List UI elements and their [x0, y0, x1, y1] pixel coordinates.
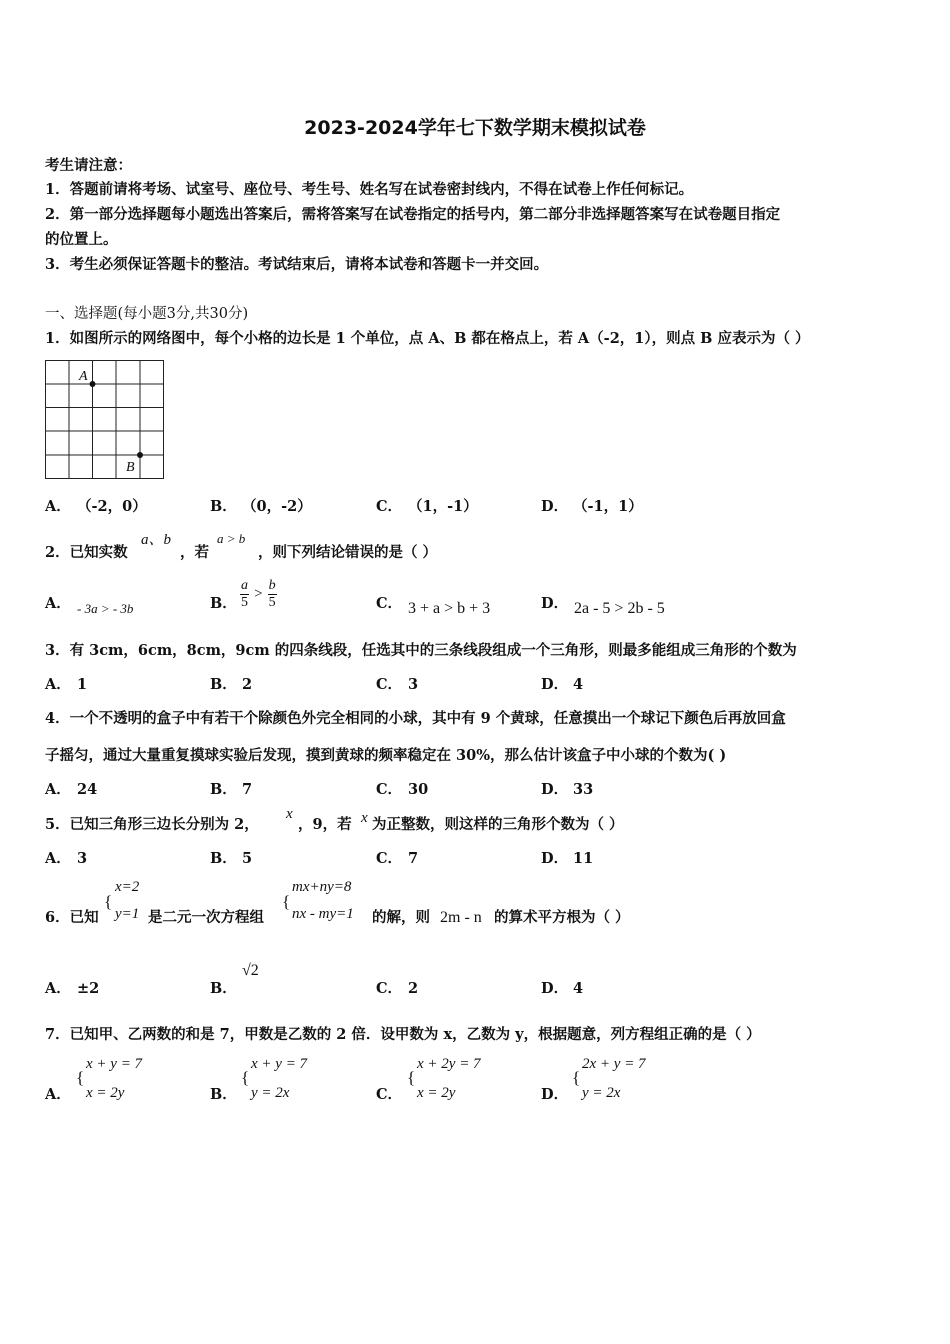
question-5-mid: ，9，若: [298, 816, 352, 833]
question-6-mid: 是二元一次方程组: [148, 909, 264, 926]
page-title: 2023-2024学年七下数学期末模拟试卷: [304, 117, 646, 139]
q7-option-c-eq1: x + 2y = 7: [417, 1056, 481, 1072]
question-4-line-2: 子摇匀，通过大量重复摸球实验后发现，摸到黄球的频率稳定在 30%，那么估计该盒子中小球的个数为( ): [45, 747, 727, 764]
brace-icon: {: [241, 1068, 250, 1087]
notice-heading: 考生请注意：: [45, 157, 132, 174]
q7-option-a-label[interactable]: A．: [45, 1086, 71, 1103]
grid-border: [46, 361, 164, 479]
q2-option-b-label[interactable]: B．: [210, 595, 237, 612]
question-1-grid-figure: [45, 360, 165, 480]
q6-option-c[interactable]: C． 2: [376, 980, 419, 997]
question-6-expression: 2m - n: [440, 909, 482, 926]
brace-icon: {: [572, 1068, 581, 1087]
question-5-var-x-2: x: [361, 810, 368, 826]
q4-option-d[interactable]: D． 33: [541, 781, 594, 798]
q2-option-a-expr: - 3a > - 3b: [77, 601, 134, 616]
question-2-prefix: 2．已知实数: [45, 544, 128, 561]
question-2-condition: a > b: [217, 531, 246, 546]
q7-option-a-eq2: x = 2y: [86, 1085, 125, 1101]
fraction-a-over-5: $\frac{a}{5}$: [241, 578, 248, 610]
q7-option-b-label[interactable]: B．: [210, 1086, 237, 1103]
q2-option-d-label[interactable]: D．: [541, 595, 569, 612]
q2-option-c-label[interactable]: C．: [376, 595, 403, 612]
q6-option-b-sqrt: √2: [242, 962, 259, 979]
q6-option-d[interactable]: D． 4: [541, 980, 584, 997]
brace-icon: {: [282, 892, 291, 911]
q2-option-c-expr: 3 + a > b + 3: [408, 600, 491, 617]
q5-option-d[interactable]: D． 11: [541, 850, 594, 867]
point-b-label: B: [126, 460, 135, 475]
question-7-text: 7．已知甲、乙两数的和是 7，甲数是乙数的 2 倍．设甲数为 x，乙数为 y，根据题意，列方程组正确的是（ ）: [45, 1026, 761, 1043]
q7-option-c-eq2: x = 2y: [417, 1085, 456, 1101]
q2-option-a-label[interactable]: A．: [45, 595, 71, 612]
q7-option-d-label[interactable]: D．: [541, 1086, 569, 1103]
question-6-equation-2: nx - my=1: [292, 906, 354, 922]
notice-item-1: 1．答题前请将考场、试室号、座位号、考生号、姓名写在试卷密封线内，不得在试卷上作任何标记。: [45, 181, 694, 198]
grid-svg: [45, 360, 165, 480]
q3-option-d[interactable]: D． 4: [541, 676, 584, 693]
q2-option-d-expr: 2a - 5 > 2b - 5: [574, 600, 665, 617]
q4-option-a[interactable]: A． 24: [45, 781, 98, 798]
question-5-suffix: 为正整数，则这样的三角形个数为（ ）: [372, 816, 624, 833]
q6-option-b-label[interactable]: B．: [210, 980, 237, 997]
brace-icon: {: [104, 892, 113, 911]
point-a-label: A: [79, 369, 88, 384]
brace-icon: {: [76, 1068, 85, 1087]
q1-option-c[interactable]: C． （1，-1）: [376, 498, 478, 515]
q5-option-a[interactable]: A． 3: [45, 850, 88, 867]
question-1-text: 1．如图所示的网络图中，每个小格的边长是 1 个单位，点 A、B 都在格点上，若 A（-2，1），则点 B 应表示为（ ）: [45, 330, 810, 347]
question-6-mid-2: 的解，则: [372, 909, 430, 926]
q7-option-a-eq1: x + y = 7: [86, 1056, 143, 1072]
question-2-suffix: ，则下列结论错误的是（ ）: [258, 544, 438, 561]
q4-option-b[interactable]: B． 7: [210, 781, 253, 798]
q3-option-a[interactable]: A． 1: [45, 676, 88, 693]
q7-option-d-eq2: y = 2x: [582, 1085, 621, 1101]
q7-option-b-eq2: y = 2x: [251, 1085, 290, 1101]
q3-option-b[interactable]: B． 2: [210, 676, 253, 693]
q5-option-c[interactable]: C． 7: [376, 850, 419, 867]
q5-option-b[interactable]: B． 5: [210, 850, 253, 867]
question-4-line-1: 4．一个不透明的盒子中有若干个除颜色外完全相同的小球，其中有 9 个黄球，任意摸出一个球记下颜色后再放回盒: [45, 710, 786, 727]
q2-option-b-expr: $\frac{a}{5}$ > $\frac{b}{5}$: [241, 578, 276, 610]
notice-item-2-cont: 的位置上。: [45, 231, 118, 248]
q7-option-b-eq1: x + y = 7: [251, 1056, 308, 1072]
question-2-vars: a、b: [141, 532, 172, 548]
question-6-equation-1: mx+ny=8: [292, 879, 352, 895]
question-6-suffix: 的算术平方根为（ ）: [494, 909, 630, 926]
question-6-prefix: 6．已知: [45, 909, 99, 926]
section-heading: 一、选择题(每小题3分,共30分): [45, 306, 249, 322]
q4-option-c[interactable]: C． 30: [376, 781, 429, 798]
q1-option-b[interactable]: B． （0，-2）: [210, 498, 312, 515]
question-5-var-x: x: [286, 806, 293, 822]
q7-option-c-label[interactable]: C．: [376, 1086, 403, 1103]
question-3-text: 3．有 3cm，6cm，8cm，9cm 的四条线段，任选其中的三条线段组成一个三角形，则最多能组成三角形的个数为: [45, 642, 797, 659]
question-6-solution-y: y=1: [115, 906, 140, 922]
q1-option-d[interactable]: D． （-1，1）: [541, 498, 643, 515]
q7-option-d-eq1: 2x + y = 7: [582, 1056, 646, 1072]
question-6-solution-x: x=2: [115, 879, 140, 895]
q1-option-a[interactable]: A． （-2，0）: [45, 498, 147, 515]
notice-item-3: 3．考生必须保证答题卡的整洁。考试结束后，请将本试卷和答题卡一并交回。: [45, 256, 549, 273]
q3-option-c[interactable]: C． 3: [376, 676, 419, 693]
point-a-dot: [90, 381, 96, 387]
q6-option-a[interactable]: A． ±2: [45, 980, 100, 997]
brace-icon: {: [407, 1068, 416, 1087]
notice-item-2: 2．第一部分选择题每小题选出答案后，需将答案写在试卷指定的括号内，第二部分非选择题答案写在试卷题目指定: [45, 206, 781, 223]
question-5-prefix: 5．已知三角形三边长分别为 2，: [45, 816, 259, 833]
question-2-mid: ，若: [180, 544, 209, 561]
point-b-dot: [137, 452, 143, 458]
fraction-b-over-5: $\frac{b}{5}$: [268, 578, 276, 610]
